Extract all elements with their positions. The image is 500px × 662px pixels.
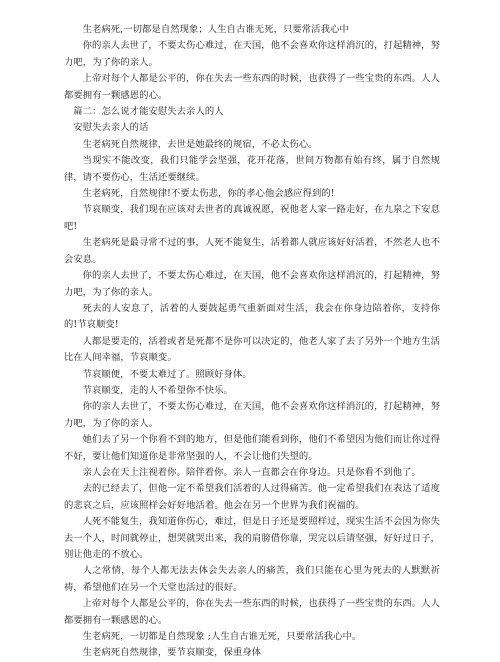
body-paragraph: 当现实不能改变，我们只能学会坚强，花开花落，世间万物都有始有终，属于自然规律，请不要伤心，生活还要继续。: [64, 155, 440, 183]
body-paragraph: 死去的人安息了，活着的人要鼓起勇气重新面对生活，我会在你身边陪着你，支持你的!节哀顺变!: [64, 302, 440, 331]
body-paragraph: 生老病死自然规律，去世是她最终的规宿，不必太伤心。: [82, 138, 318, 150]
body-paragraph: 她们去了另一个你看不到的地方，但是他们能看到你，他们不希望因为他们而让你过得不好，要让他们知道你是非常坚强的人，不会让他们失望的。: [64, 434, 440, 462]
body-paragraph: 生老病死，一切都是自然现象 ;人生自古谁无死，只要常活我心中。: [82, 631, 362, 643]
body-paragraph: 节哀顺便，不要太难过了。照顾好身体。: [82, 368, 252, 380]
body-paragraph: 人死不能复生，我知道你伤心，难过，但是日子还是要照样过，现实生活不会因为你失去一个人，时间就停止，想哭就哭出来，我的肩膀借你靠，哭完以后请坚强，好好过日子，别让他走的不放心。: [64, 516, 440, 560]
body-paragraph: 节哀顺变，我们现在应该对去世者的真诚祝愿，祝他老人家一路走好，在九泉之下安息吧!: [64, 204, 440, 232]
body-paragraph: 生老病死，自然规律!不要太伤悲，你的孝心他会感应得到的!: [82, 188, 335, 200]
body-paragraph: 人之常情，每个人都无法去体会失去亲人的痛苦，我们只能在心里为死去的人默默祈祷，希望他们在另一个天堂也活过的很好。: [64, 565, 440, 593]
body-paragraph: 上帝对每个人都是公平的，你在失去一些东西的时候，也获得了一些宝贵的东西。人人都要拥有一颗感恩的心。: [64, 73, 440, 101]
body-paragraph: 去的已经去了，但他一定不希望我们活着的人过得痛苦。他一定希望我们在表达了适度的悲哀之后，应该照样会好好地活着。他会在另一个世界为我们祝福的。: [64, 483, 440, 511]
body-paragraph: 节哀顺变，走的人不希望你不快乐。: [82, 384, 233, 396]
body-paragraph: 人都是要走的，活着或者是死都不是你可以决定的，他老人家了去了另外一个地方生活比在人间幸福，节哀顺变。: [64, 335, 440, 364]
section-heading: 篇二：怎么说才能安慰失去亲人的人: [73, 106, 224, 118]
body-paragraph: 你的亲人去世了，不要太伤心难过，在天国，他不会喜欢你这样消沉的，打起精神，努力吧，为了你的亲人。: [64, 401, 440, 429]
body-paragraph: 你的亲人去世了，不要太伤心难过，在天国，他不会喜欢你这样消沉的，打起精神，努力吧，为了你的亲人。: [64, 270, 440, 298]
body-paragraph: 亲人会在天上注视着你。陪伴着你。亲人一直都会在你身边。只是你看不到他了。: [82, 466, 421, 478]
body-paragraph: 生老病死,一切都是自然现象；人生自古谁无死，只要常活我心中: [82, 24, 349, 35]
section-subtitle: 安慰失去亲人的话: [73, 122, 149, 134]
body-paragraph: 你的亲人去世了，不要太伤心难过，在天国，他不会喜欢你这样消沉的，打起精神，努力吧，为了你的亲人。: [64, 40, 440, 68]
body-paragraph: 上帝对每个人都是公平的，你在失去一些东西的时候，也获得了一些宝贵的东西。人人都要拥有一颗感恩的心。: [64, 598, 440, 626]
body-paragraph: 生老病死自然规律，要节哀顺变，保重身体: [82, 647, 262, 659]
body-paragraph: 生老病死是最寻常不过的事，人死不能复生，活着都人就应该好好活着，不然老人也不会安息。: [64, 237, 440, 265]
